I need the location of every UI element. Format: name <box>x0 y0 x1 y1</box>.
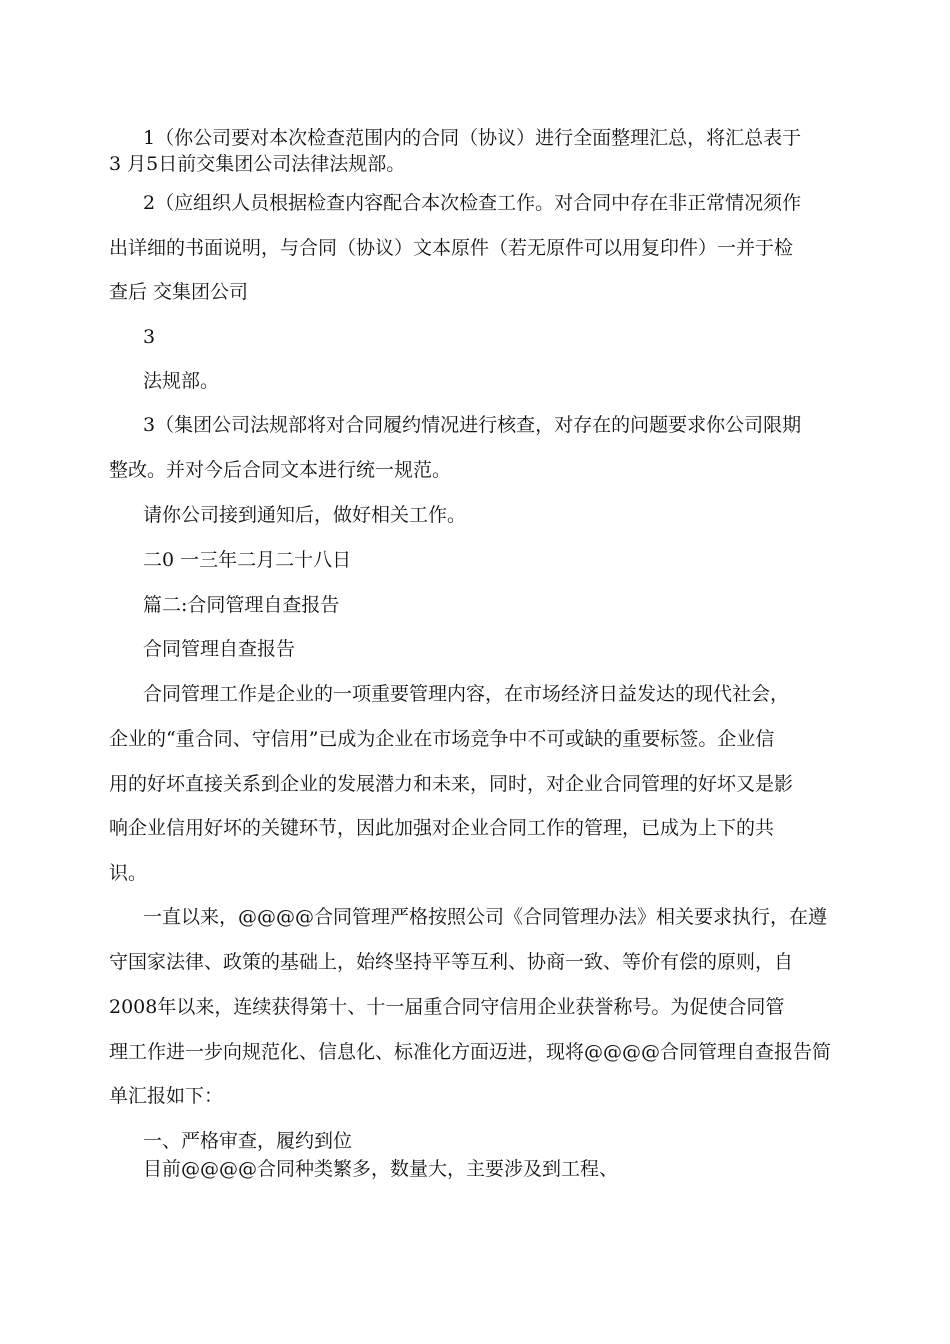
paragraph-2-line-3: 查后 交集团公司 <box>109 281 249 303</box>
paragraph-6-line-1: 目前@@@@合同种类繁多，数量大，主要涉及到工程、 <box>143 1158 619 1180</box>
paragraph-1-line-1: 1（你公司要对本次检查范围内的合同（协议）进行全面整理汇总，将汇总表于 <box>143 127 802 149</box>
paragraph-continuation: 法规部。 <box>143 370 220 392</box>
paragraph-5-line-3: 2008年以来，连续获得第十、十一届重合同守信用企业获誉称号。为促使合同管 <box>109 996 785 1018</box>
paragraph-4-line-5: 识。 <box>109 862 148 884</box>
paragraph-1-line-2: 3 月5日前交集团公司法律法规部。 <box>109 153 406 175</box>
paragraph-3-line-2: 整改。并对今后合同文本进行统一规范。 <box>109 459 452 481</box>
paragraph-4-line-2: 企业的“重合同、守信用”已成为企业在市场竞争中不可或缺的重要标签。企业信 <box>109 728 775 750</box>
section-heading: 篇二:合同管理自查报告 <box>143 594 340 616</box>
paragraph-5-line-2: 守国家法律、政策的基础上，始终坚持平等互利、协商一致、等价有偿的原则，自 <box>109 951 794 973</box>
footnote-number: 3 <box>143 326 156 348</box>
document-date: 二0 一三年二月二十八日 <box>143 549 352 571</box>
paragraph-2-line-2: 出详细的书面说明，与合同（协议）文本原件（若无原件可以用复印件）一并于检 <box>109 237 794 259</box>
paragraph-4-line-3: 用的好坏直接关系到企业的发展潜力和未来，同时，对企业合同管理的好坏又是影 <box>109 773 794 795</box>
paragraph-3-line-1: 3（集团公司法规部将对合同履约情况进行核查，对存在的问题要求你公司限期 <box>143 414 802 436</box>
closing-request: 请你公司接到通知后，做好相关工作。 <box>143 504 467 526</box>
paragraph-4-line-4: 响企业信用好坏的关键环节，因此加强对企业合同工作的管理，已成为上下的共 <box>109 817 775 839</box>
paragraph-5-line-4: 理工作进一步向规范化、信息化、标准化方面迈进，现将@@@@合同管理自查报告简 <box>109 1041 832 1063</box>
report-title: 合同管理自查报告 <box>143 638 296 660</box>
paragraph-2-line-1: 2（应组织人员根据检查内容配合本次检查工作。对合同中存在非正常情况须作 <box>143 192 802 214</box>
subsection-heading: 一、严格审查，履约到位 <box>143 1130 353 1152</box>
paragraph-4-line-1: 合同管理工作是企业的一项重要管理内容，在市场经济日益发达的现代社会， <box>143 683 790 705</box>
paragraph-5-line-1: 一直以来，@@@@合同管理严格按照公司《合同管理办法》相关要求执行，在遵 <box>143 906 828 928</box>
paragraph-5-line-5: 单汇报如下： <box>109 1085 224 1107</box>
